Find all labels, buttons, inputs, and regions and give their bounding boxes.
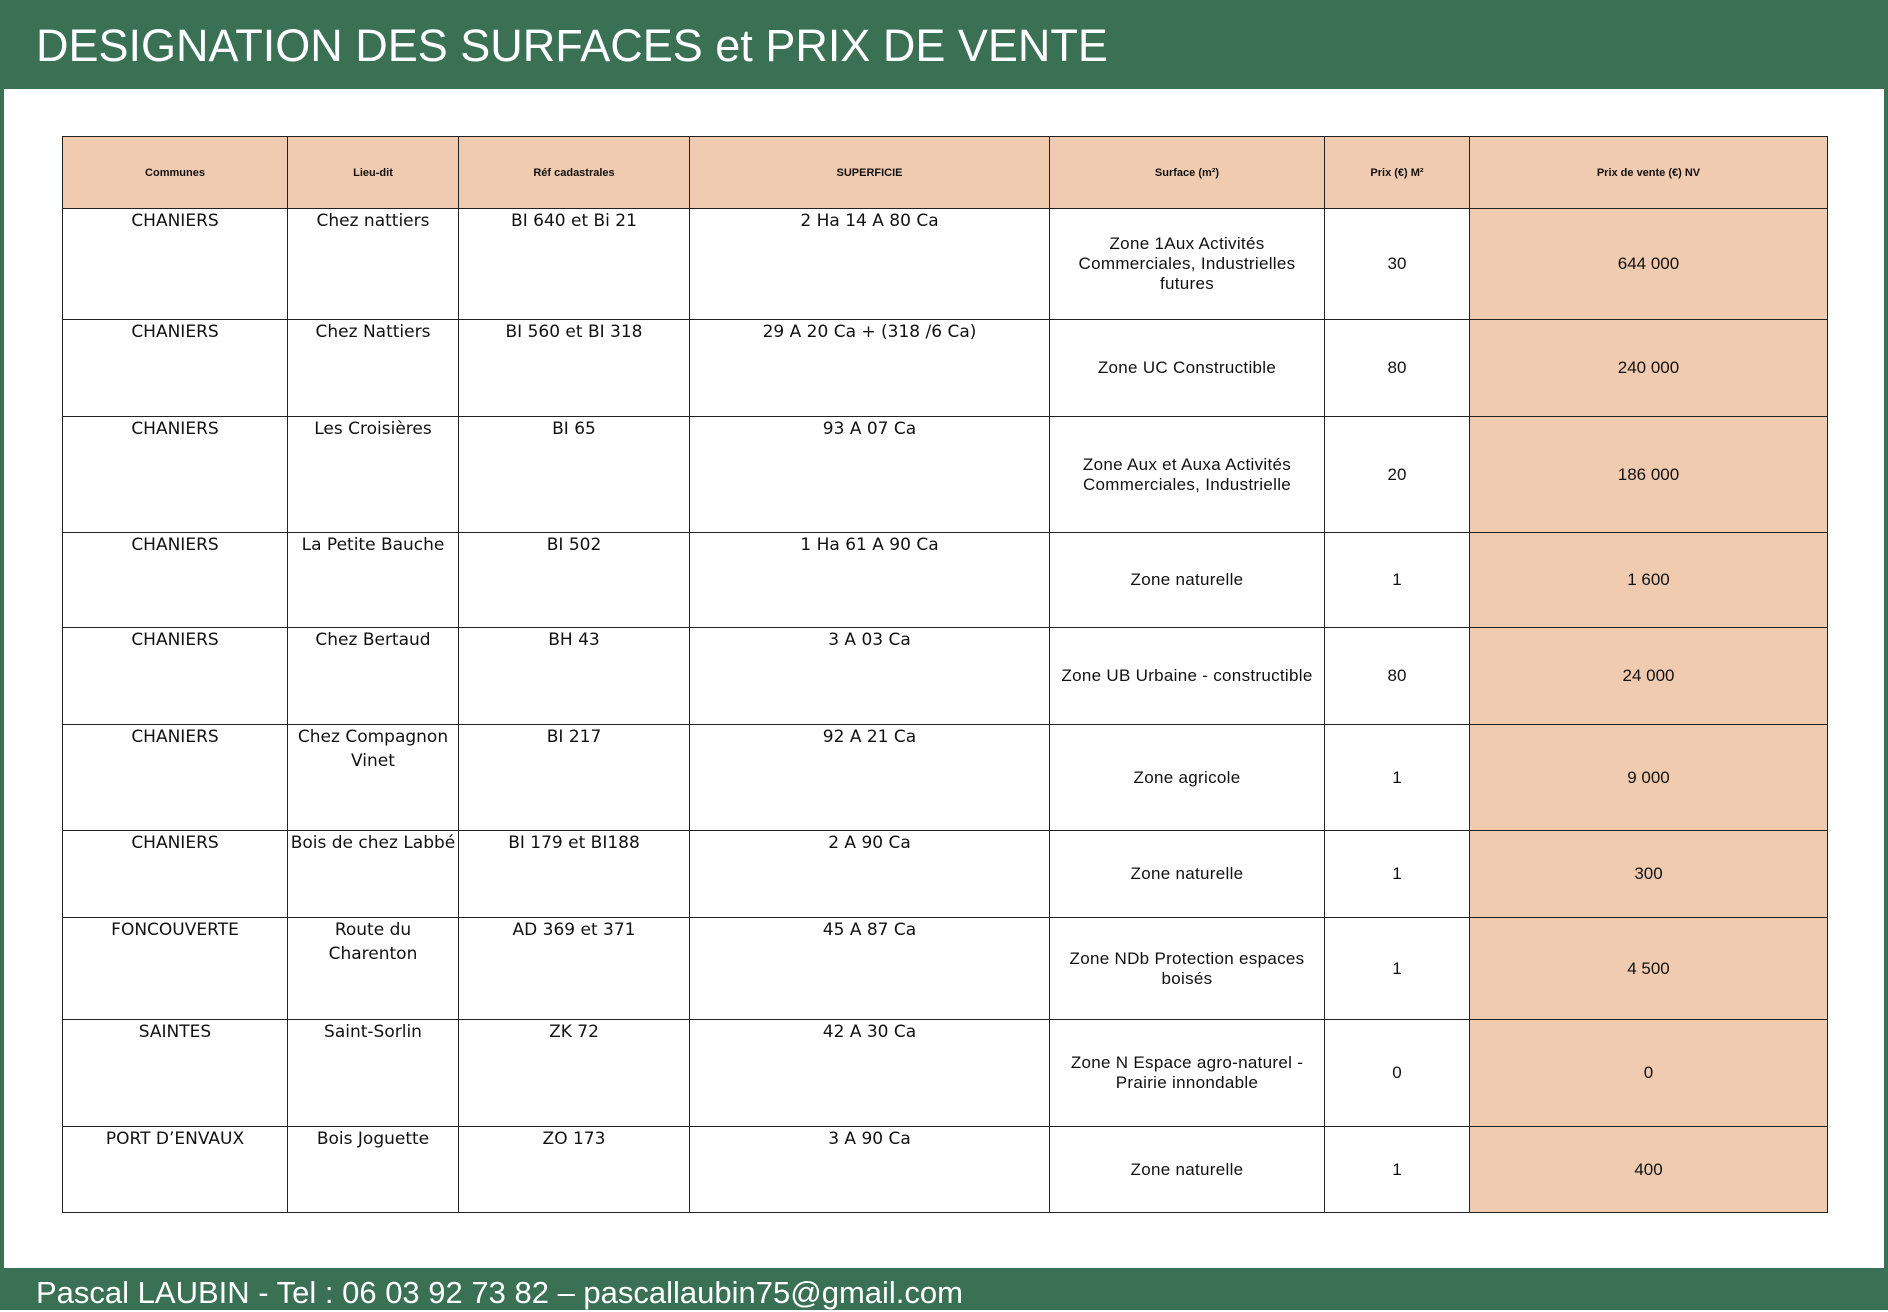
cell-zone: Zone UC Constructible [1050,320,1325,417]
cell-ref: BI 640 et Bi 21 [459,209,690,320]
table-header-row [63,137,1828,209]
cell-lieu-dit: Les Croisières [288,417,459,533]
cell-zone: Zone Aux et Auxa Activités Commerciales, Industrielle [1050,417,1325,533]
table-row [63,533,1828,628]
cell-lieu-dit: Bois Joguette [288,1127,459,1213]
cell-zone: Zone naturelle [1050,831,1325,918]
table-row [63,209,1828,320]
cell-prix-m2: 1 [1325,831,1470,918]
cell-lieu-dit: La Petite Bauche [288,533,459,628]
cell-ref: BH 43 [459,628,690,725]
cell-prix-m2: 1 [1325,1127,1470,1213]
footer-bar [0,1268,1888,1310]
cell-superficie: 92 A 21 Ca [690,725,1050,831]
cell-superficie: 1 Ha 61 A 90 Ca [690,533,1050,628]
cell-prix-vente: 300 [1470,831,1828,918]
cell-superficie: 2 A 90 Ca [690,831,1050,918]
cell-ref: BI 65 [459,417,690,533]
cell-lieu-dit: Chez Bertaud [288,628,459,725]
page-title: DESIGNATION DES SURFACES et PRIX DE VENTE [36,20,1108,71]
cell-ref: ZO 173 [459,1127,690,1213]
cell-prix-m2: 0 [1325,1020,1470,1127]
cell-prix-vente: 0 [1470,1020,1828,1127]
cell-ref: BI 217 [459,725,690,831]
cell-zone: Zone naturelle [1050,533,1325,628]
cell-prix-m2: 80 [1325,320,1470,417]
cell-lieu-dit: Chez Compagnon Vinet [288,725,459,831]
table-row [63,918,1828,1020]
cell-prix-vente: 24 000 [1470,628,1828,725]
cell-prix-vente: 400 [1470,1127,1828,1213]
cell-commune: FONCOUVERTE [63,918,288,1020]
cell-superficie: 29 A 20 Ca + (318 /6 Ca) [690,320,1050,417]
cell-superficie: 42 A 30 Ca [690,1020,1050,1127]
table-row [63,628,1828,725]
cell-zone: Zone UB Urbaine - constructible [1050,628,1325,725]
cell-prix-m2: 1 [1325,533,1470,628]
cell-prix-vente: 1 600 [1470,533,1828,628]
cell-prix-vente: 240 000 [1470,320,1828,417]
cell-commune: CHANIERS [63,209,288,320]
cell-commune: CHANIERS [63,417,288,533]
cell-commune: PORT D’ENVAUX [63,1127,288,1213]
cell-prix-m2: 1 [1325,725,1470,831]
cell-commune: CHANIERS [63,831,288,918]
cell-prix-m2: 30 [1325,209,1470,320]
cell-commune: CHANIERS [63,320,288,417]
header-bar [0,0,1888,89]
cell-lieu-dit: Bois de chez Labbé [288,831,459,918]
cell-ref: BI 560 et BI 318 [459,320,690,417]
contact-info: Pascal LAUBIN - Tel : 06 03 92 73 82 – pascallaubin75@gmail.com [36,1275,963,1310]
cell-superficie: 3 A 90 Ca [690,1127,1050,1213]
cell-zone: Zone N Espace agro-naturel - Prairie innondable [1050,1020,1325,1127]
cell-prix-vente: 644 000 [1470,209,1828,320]
table-row [63,1020,1828,1127]
table-row [63,417,1828,533]
cell-prix-m2: 1 [1325,918,1470,1020]
table-row [63,320,1828,417]
surfaces-table [62,136,1828,1213]
cell-commune: CHANIERS [63,628,288,725]
cell-ref: AD 369 et 371 [459,918,690,1020]
cell-superficie: 45 A 87 Ca [690,918,1050,1020]
cell-prix-vente: 186 000 [1470,417,1828,533]
cell-zone: Zone agricole [1050,725,1325,831]
cell-ref: BI 179 et BI188 [459,831,690,918]
cell-superficie: 3 A 03 Ca [690,628,1050,725]
header-surface: Surface (m²) [1050,137,1325,209]
cell-lieu-dit: Saint-Sorlin [288,1020,459,1127]
table-row [63,725,1828,831]
header-prix-m2: Prix (€) M² [1325,137,1470,209]
cell-zone: Zone 1Aux Activités Commerciales, Industrielles futures [1050,209,1325,320]
header-superficie: SUPERFICIE [690,137,1050,209]
cell-commune: CHANIERS [63,533,288,628]
cell-prix-m2: 80 [1325,628,1470,725]
cell-prix-vente: 9 000 [1470,725,1828,831]
cell-prix-m2: 20 [1325,417,1470,533]
cell-lieu-dit: Route du Charenton [288,918,459,1020]
table-row [63,831,1828,918]
cell-lieu-dit: Chez nattiers [288,209,459,320]
header-prix-vente: Prix de vente (€) NV [1470,137,1828,209]
cell-prix-vente: 4 500 [1470,918,1828,1020]
cell-commune: CHANIERS [63,725,288,831]
cell-lieu-dit: Chez Nattiers [288,320,459,417]
cell-zone: Zone naturelle [1050,1127,1325,1213]
header-communes: Communes [63,137,288,209]
cell-ref: ZK 72 [459,1020,690,1127]
cell-superficie: 2 Ha 14 A 80 Ca [690,209,1050,320]
cell-zone: Zone NDb Protection espaces boisés [1050,918,1325,1020]
cell-ref: BI 502 [459,533,690,628]
cell-superficie: 93 A 07 Ca [690,417,1050,533]
cell-commune: SAINTES [63,1020,288,1127]
header-lieu-dit: Lieu-dit [288,137,459,209]
header-ref-cadastrales: Réf cadastrales [459,137,690,209]
table-row [63,1127,1828,1213]
